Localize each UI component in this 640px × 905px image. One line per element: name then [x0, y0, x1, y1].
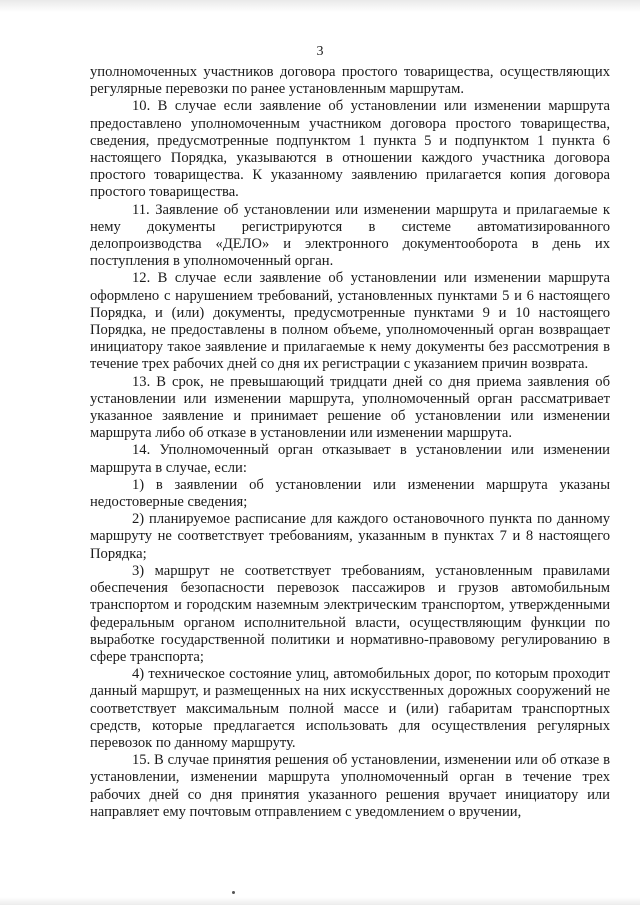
paragraph-14-item-3: 3) маршрут не соответствует требованиям, установленным правилами обеспечения безопасности перевозок пассажиров и грузов автомобильным транспортом и городским наземным электрическим транспортом, утвержденными федеральным органом исполнительной власти, осуществляющим функции по выработке государственной политики и нормативно-правовому регулированию в сфере транспорта; — [90, 562, 610, 665]
paragraph-11: 11. Заявление об установлении или изменении маршрута и прилагаемые к нему документы регистрируются в системе автоматизированного делопроизводства «ДЕЛО» и электронного документооборота в день их поступления в уполномоченный орган. — [90, 201, 610, 270]
paragraph-14-item-2: 2) планируемое расписание для каждого остановочного пункта по данному маршруту не соответствует требованиям, указанным в пунктах 7 и 8 настоящего Порядка; — [90, 511, 610, 562]
scan-top-edge — [0, 0, 640, 12]
paragraph-continuation: уполномоченных участников договора простого товарищества, осуществляющих регулярные перевозки по ранее установленным маршрутам. — [90, 64, 610, 98]
paragraph-13: 13. В срок, не превышающий тридцати дней со дня приема заявления об установлении или изменении маршрута, уполномоченный орган рассматривает указанное заявление и принимает решение об установлении или изменении маршрута либо об отказе в установлении или изменении маршрута. — [90, 373, 610, 442]
paragraph-14: 14. Уполномоченный орган отказывает в установлении или изменении маршрута в случае, если: — [90, 442, 610, 476]
page-number: 3 — [316, 44, 324, 59]
paragraph-15: 15. В случае принятия решения об установлении, изменении или об отказе в установлении, изменении маршрута уполномоченный орган в течение трех рабочих дней со дня принятия указанного решения вручает инициатору или направляет ему почтовым отправлением с уведомлением о вручении, — [90, 752, 610, 820]
paragraph-12: 12. В случае если заявление об установлении или изменении маршрута оформлено с нарушением требований, установленных пунктами 5 и 6 настоящего Порядка, и (или) документы, предусмотренные пунктами 9 и 10 настоящего Порядка, не предоставлены в полном объеме, уполномоченный орган возвращает инициатору такое заявление и прилагаемые к нему документы без рассмотрения в течение трех рабочих дней со дня их регистрации с указанием причин возврата. — [90, 270, 610, 373]
paragraph-10: 10. В случае если заявление об установлении или изменении маршрута предоставлено уполномоченным участником договора простого товарищества, сведения, предусмотренные подпунктом 1 пункта 5 и подпунктом 1 пункта 6 настоящего Порядка, указываются в отношении каждого участника договора простого товарищества. К указанному заявлению прилагается копия договора простого товарищества. — [90, 98, 610, 201]
scan-speck — [232, 891, 235, 894]
paragraph-14-item-1: 1) в заявлении об установлении или изменении маршрута указаны недостоверные сведения; — [90, 476, 610, 511]
document-body — [90, 64, 610, 821]
scan-bottom-edge — [0, 897, 640, 905]
paragraph-14-item-4: 4) техническое состояние улиц, автомобильных дорог, по которым проходит данный маршрут, и размещенных на них искусственных дорожных сооружений не соответствует максимальным полной массе и (или) габаритам транспортных средств, которые предлагается использовать для осуществления регулярных перевозок по данному маршруту. — [90, 666, 610, 751]
